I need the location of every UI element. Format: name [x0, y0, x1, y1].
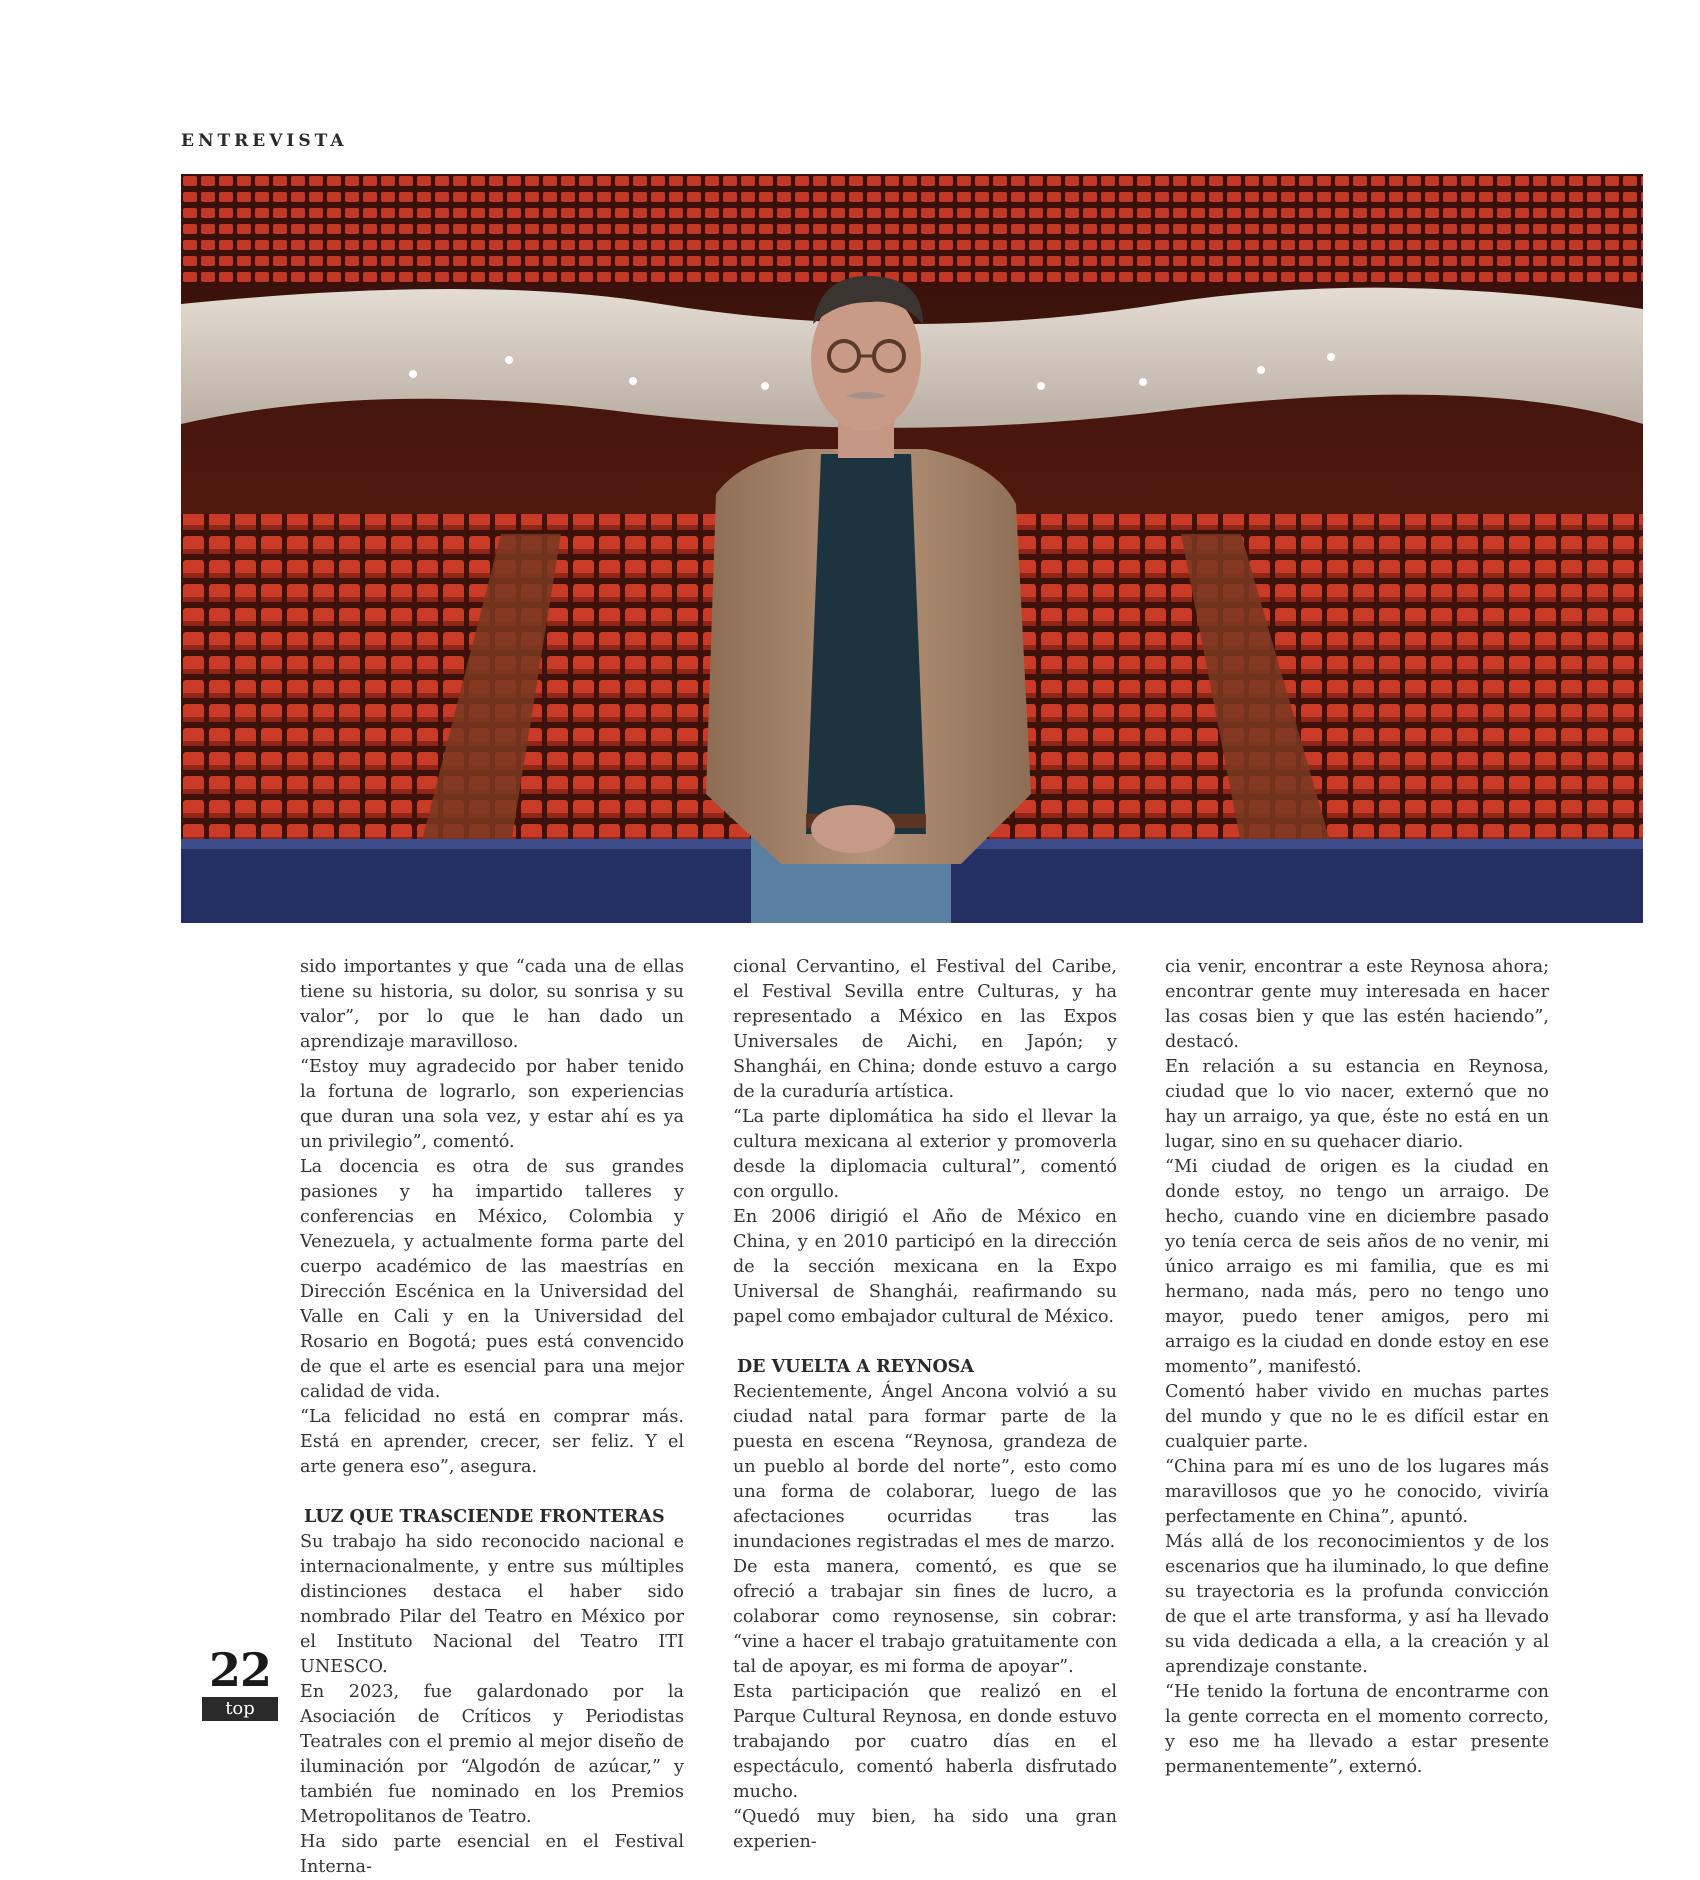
article-column-1 [300, 955, 684, 1880]
subheading: LUZ QUE TRASCIENDE FRONTERAS [304, 1507, 665, 1527]
paragraph: Recientemente, Ángel Ancona volvió a su ciudad natal para formar parte de la puesta en escena “Reynosa, grandeza de un pueblo al borde del norte”, esto como una forma de colaborar, luego de las afectaciones ocurridas tras las inundaciones registradas el mes de marzo. [733, 1382, 1117, 1552]
paragraph: Más allá de los reconocimientos y de los escenarios que ha iluminado, lo que define su trayectoria es la profunda convicción de que el arte transforma, y así ha llevado su vida dedicada a ella, a la creación y al aprendizaje constante. [1165, 1532, 1549, 1677]
paragraph: De esta manera, comentó, es que se ofreció a trabajar sin fines de lucro, a colaborar como reynosense, sin cobrar: “vine a hacer el trabajo gratuitamente con tal de apoyar, es mi forma de apoyar”. [733, 1557, 1117, 1677]
page-folio [202, 1645, 278, 1721]
magazine-tag: top [202, 1697, 278, 1721]
paragraph: En 2023, fue galardonado por la Asociación de Críticos y Periodistas Teatrales con el premio al mejor diseño de iluminación por “Algodón de azúcar,” y también fue nominado en los Premios Metropolitanos de Teatro. [300, 1682, 684, 1827]
page-number: 22 [208, 1643, 271, 1697]
paragraph: sido importantes y que “cada una de ellas tiene su historia, su dolor, su sonrisa y su valor”, por lo que le han dado un aprendizaje maravilloso. [300, 957, 684, 1052]
paragraph: Su trabajo ha sido reconocido nacional e internacionalmente, y entre sus múltiples distinciones destaca el haber sido nombrado Pilar del Teatro en México por el Instituto Nacional del Teatro ITI UNESCO. [300, 1532, 684, 1677]
hero-photo [181, 174, 1643, 923]
paragraph: En relación a su estancia en Reynosa, ciudad que lo vio nacer, externó que no hay un arraigo, ya que, éste no está en un lugar, sino en su quehacer diario. [1165, 1057, 1549, 1152]
subheading: DE VUELTA A REYNOSA [737, 1357, 974, 1377]
paragraph: “La parte diplomática ha sido el llevar la cultura mexicana al exterior y promoverla desde la diplomacia cultural”, comentó con orgullo. [733, 1107, 1117, 1202]
paragraph: La docencia es otra de sus grandes pasiones y ha impartido talleres y conferencias en México, Colombia y Venezuela, y actualmente forma parte del cuerpo académico de las maestrías en Dirección Escénica en la Universidad del Valle en Cali y en la Universidad del Rosario en Bogotá; pues está convencido de que el arte es esencial para una mejor calidad de vida. [300, 1157, 684, 1402]
paragraph: Ha sido parte esencial en el Festival Interna- [300, 1832, 684, 1877]
section-label: ENTREVISTA [181, 131, 348, 151]
paragraph: cia venir, encontrar a este Reynosa ahora; encontrar gente muy interesada en hacer las cosas bien y que las estén haciendo”, destacó. [1165, 957, 1549, 1052]
paragraph-gap [733, 1330, 1117, 1355]
paragraph: cional Cervantino, el Festival del Caribe, el Festival Sevilla entre Culturas, y ha representado a México en las Expos Universales de Aichi, en Japón; y Shanghái, en China; donde estuvo a cargo de la curaduría artística. [733, 957, 1117, 1102]
paragraph: En 2006 dirigió el Año de México en China, y en 2010 participó en la dirección de la sección mexicana en la Expo Universal de Shanghái, reafirmando su papel como embajador cultural de México. [733, 1207, 1117, 1327]
paragraph: “La felicidad no está en comprar más. Está en aprender, crecer, ser feliz. Y el arte genera eso”, asegura. [300, 1407, 684, 1477]
paragraph: “Estoy muy agradecido por haber tenido la fortuna de lograrlo, son experiencias que duran una sola vez, y estar ahí es ya un privilegio”, comentó. [300, 1057, 684, 1152]
paragraph: “China para mí es uno de los lugares más maravillosos que yo he conocido, viviría perfectamente en China”, apuntó. [1165, 1457, 1549, 1527]
paragraph: “Mi ciudad de origen es la ciudad en donde estoy, no tengo un arraigo. De hecho, cuando vine en diciembre pasado yo tenía cerca de seis años de no venir, mi único arraigo es mi familia, que es mi hermano, nada más, pero no tengo uno mayor, puedo tener amigos, pero mi arraigo es la ciudad en donde estoy en ese momento”, manifestó. [1165, 1157, 1549, 1377]
paragraph: “He tenido la fortuna de encontrarme con la gente correcta en el momento correcto, y eso me ha llevado a estar presente permanentemente”, externó. [1165, 1682, 1549, 1777]
theater-illustration [181, 174, 1643, 923]
paragraph: Esta participación que realizó en el Parque Cultural Reynosa, en donde estuvo trabajando por cuatro días en el espectáculo, comentó haberla disfrutado mucho. [733, 1682, 1117, 1802]
article-column-3 [1165, 955, 1549, 1780]
paragraph: Comentó haber vivido en muchas partes del mundo y que no le es difícil estar en cualquier parte. [1165, 1382, 1549, 1452]
paragraph: “Quedó muy bien, ha sido una gran experien- [733, 1807, 1117, 1852]
article-column-2 [733, 955, 1117, 1855]
paragraph-gap [300, 1480, 684, 1505]
